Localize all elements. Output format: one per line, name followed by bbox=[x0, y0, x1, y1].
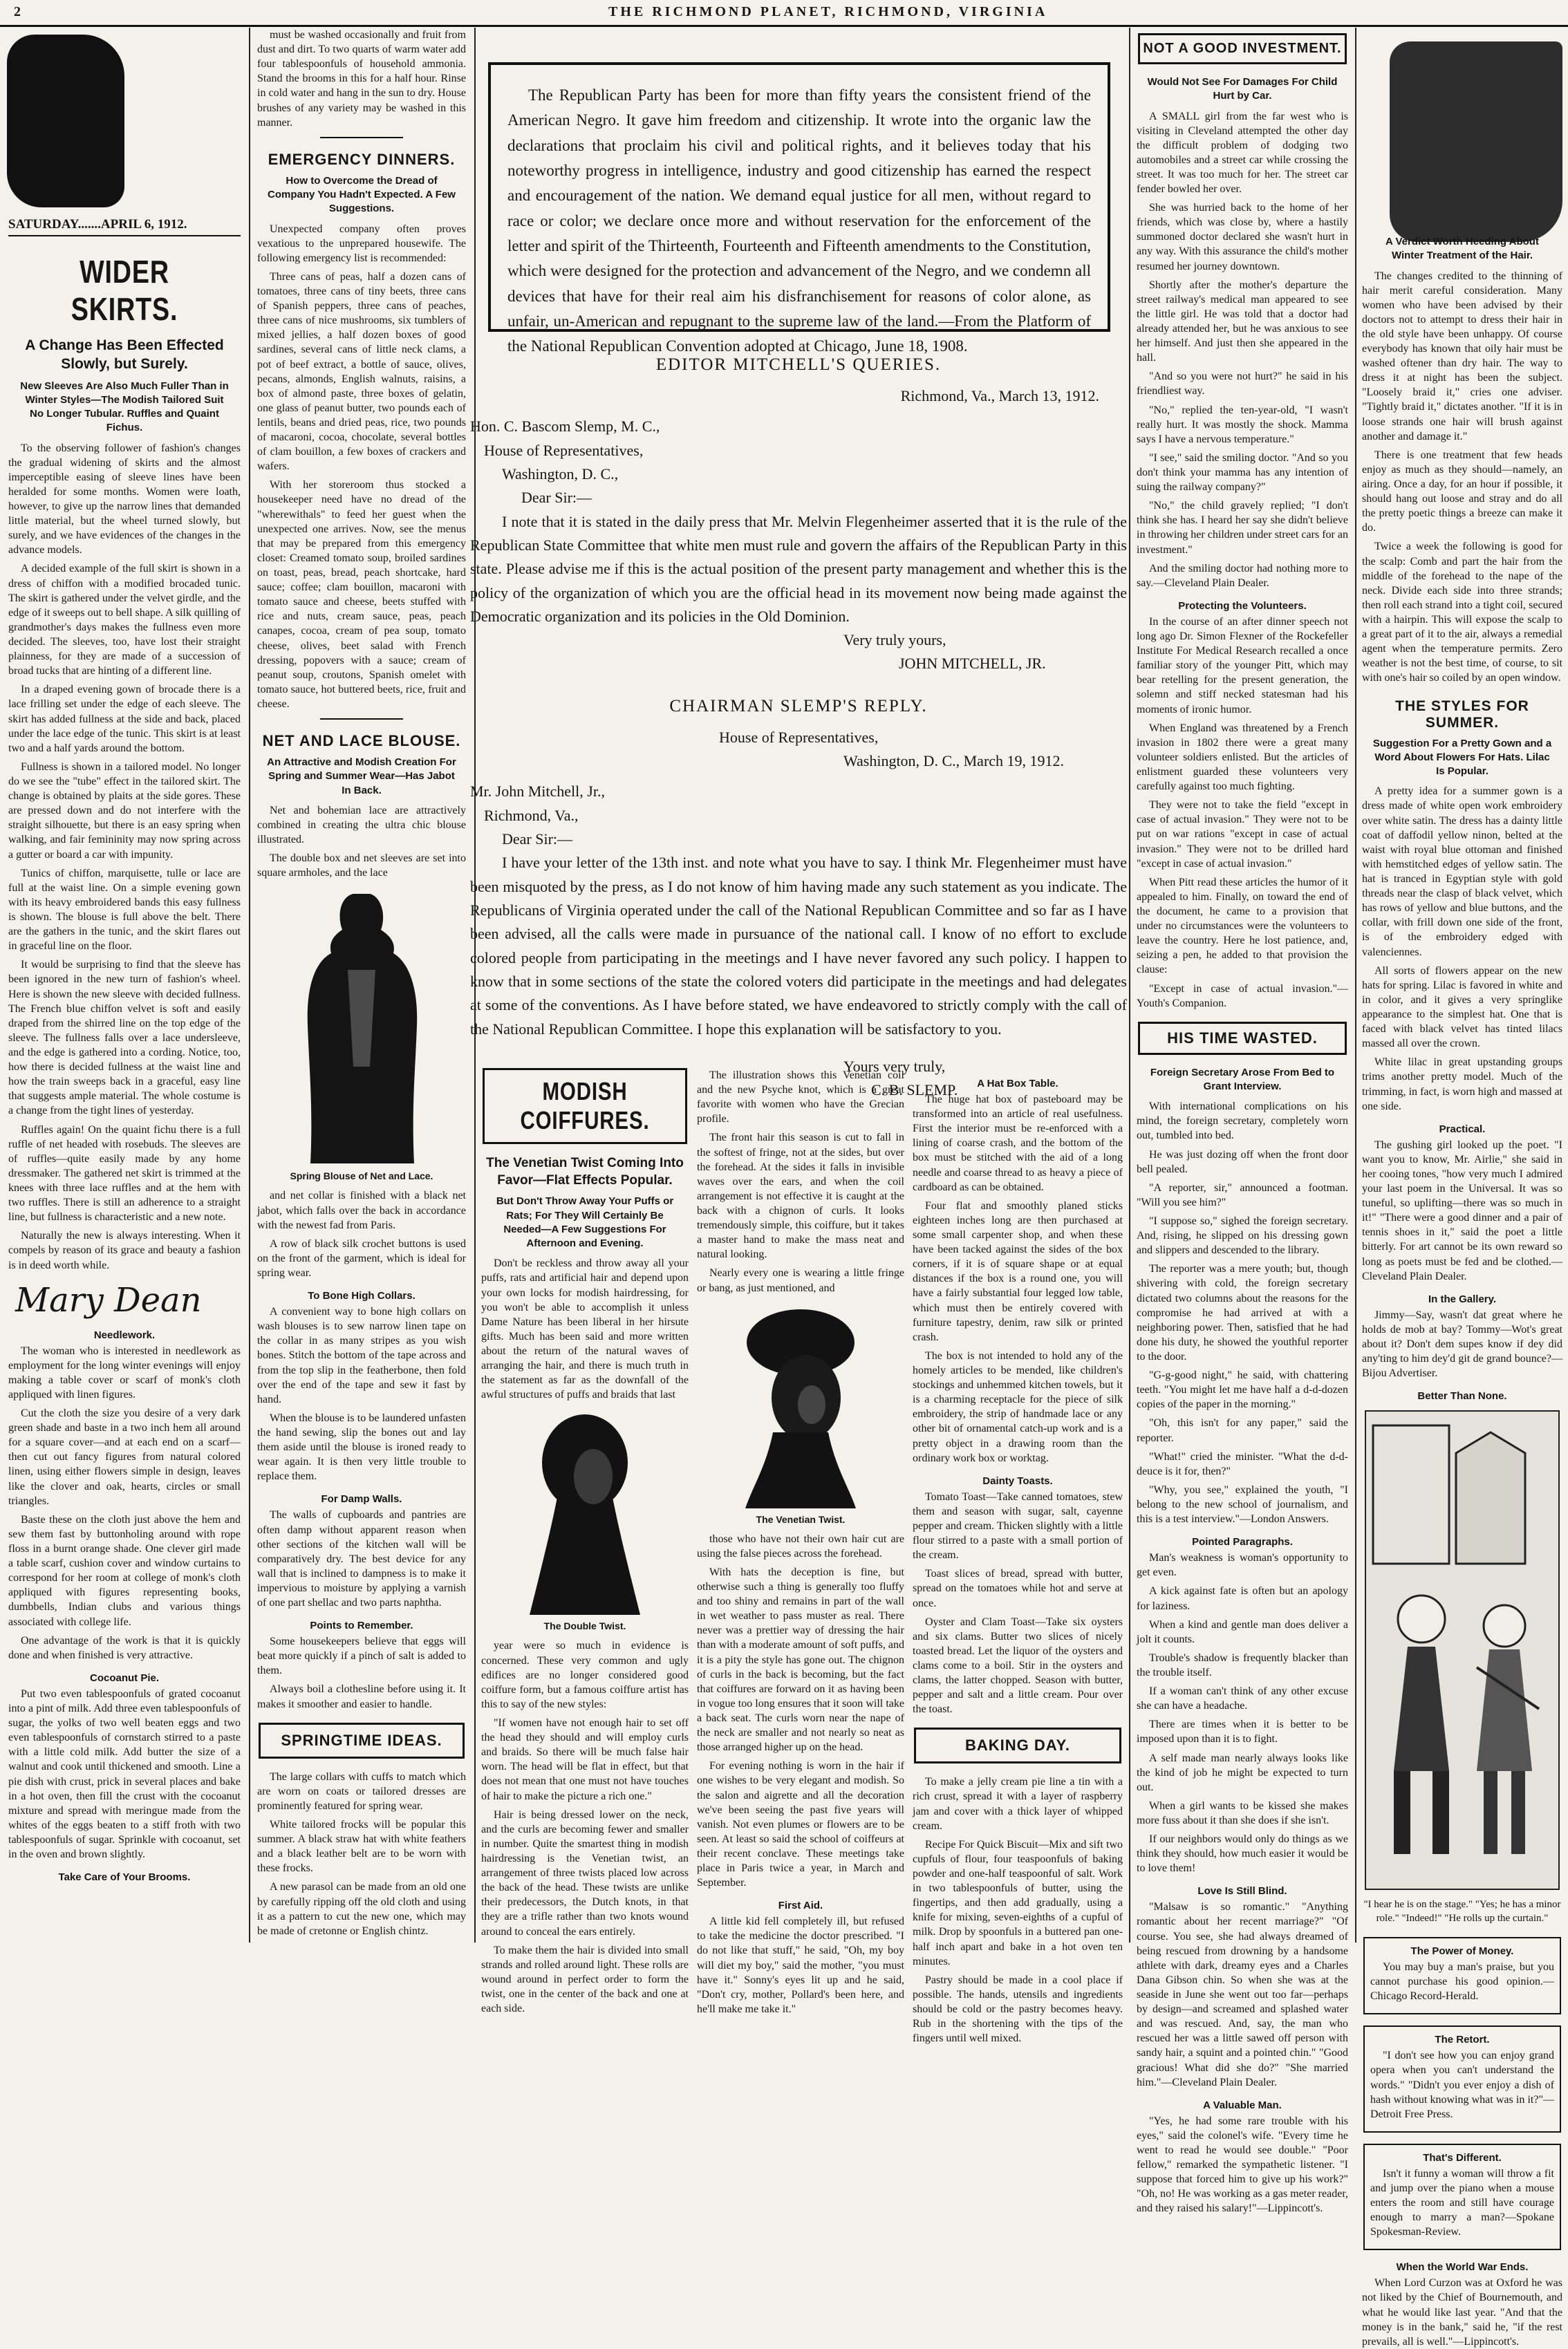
masthead bbox=[0, 0, 1568, 27]
paragraph: With international complications on his mind, the foreign secretary, completely worn out, tumbled into bed. bbox=[1137, 1101, 1348, 1142]
paragraph: You may buy a man's praise, but you cannot purchase his good opinion.—Chicago Record-Herald. bbox=[1370, 1960, 1554, 2003]
headline-the-retort: The Retort. bbox=[1435, 2034, 1490, 2046]
divider bbox=[320, 718, 404, 720]
signature-mary-dean: Mary Dean bbox=[15, 1280, 202, 1320]
paragraph: Tomato Toast—Take canned tomatoes, stew them and season with sugar, salt, cayenne pepper and cream. Thicken slightly with a little flour stirred to a paste with a small portion of the cream. bbox=[913, 1490, 1123, 1562]
venetian-twist-illustration bbox=[725, 1301, 877, 1508]
headline-bone-collars: To Bone High Collars. bbox=[308, 1290, 416, 1302]
paragraph: A new parasol can be made from an old one by carefully ripping off the old cloth and using it as a pattern to cut the new one, which may be made of cretonne or English chintz. bbox=[257, 1881, 466, 1937]
headline-better-than-none: Better Than None. bbox=[1417, 1390, 1507, 1403]
column-rule bbox=[1355, 28, 1356, 1943]
headline-damp-walls: For Damp Walls. bbox=[321, 1493, 402, 1506]
baking-header-box bbox=[914, 1728, 1121, 1763]
paragraph: "No," replied the ten-year-old, "I wasn't really hurt. It was mostly the shock. Mamma says I have a nervous temperature." bbox=[1137, 404, 1348, 445]
paragraph: Pastry should be made in a cool place if possible. The hands, utensils and ingredients should be cold or the pastry becomes heavy. Rub in the shortening with the tips of the fingers until well mixed. bbox=[913, 1974, 1123, 2045]
paragraph: All sorts of flowers appear on the new hats for spring. Lilac is favored in white and in color, and it gives a very springlike appearance to the simplest hat. One that is faced with black velvet has tinted lilacs massed all over the crown. bbox=[1362, 964, 1562, 1050]
paragraph: A convenient way to bone high collars on wash blouses is to sew narrow linen tape on the collar in as many stripes as you wish bones. Stitch the bottom of the tape across and from the top slip in the featherbone, then fold over the end of the tape and sew it fast by hand. bbox=[257, 1306, 466, 1405]
paragraph: "A reporter, sir," announced a footman. "Will you see him?" bbox=[1137, 1181, 1348, 1208]
paragraph: With hats the deception is fine, but otherwise such a thing is generally too fluffy and too shiny and remains in part of the wall in wet weather to pass muster as real. There never was a prettier way of dressing the hair than with a moderate amount of soft puffs, and it is a pity the style has gone out. The chignon of curls in the back is becoming, but the fact that coiffures are forward on it as having been in vogue too long ensures that it soon will take a back seat. The curls worn near the nape of the neck are smaller and not nearly so neat as those arranged higher up on the head. bbox=[697, 1566, 904, 1754]
paragraph: "Oh, this isn't for any paper," said the reporter. bbox=[1137, 1417, 1348, 1444]
article-wider-skirts bbox=[8, 441, 241, 1273]
paragraph: Ruffles again! On the quaint fichu there is a full ruffle of net headed with rosebuds. The sleeves are of ruffles—quite easily made by any home dressmaker. The gathered net skirt is trimmed at the knees with three lace ruffles and at the hem with two ruffles. There is still an adherence to a straight line, but fullness is characteristic and a new note. bbox=[8, 1123, 241, 1224]
paragraph: "No," the child gravely replied; "I don't think she has. I heard her say she didn't believe in throwing her children under street cars for an investment." bbox=[1137, 500, 1348, 556]
springtime-header-box bbox=[259, 1723, 465, 1759]
headline-springtime: SPRINGTIME IDEAS. bbox=[281, 1731, 442, 1749]
time-wasted-header-box bbox=[1138, 1022, 1347, 1055]
headline-points: Points to Remember. bbox=[310, 1620, 413, 1632]
reply-address-2: Richmond, Va., bbox=[484, 806, 579, 824]
retort-box bbox=[1363, 2025, 1561, 2133]
paragraph: "And so you were not hurt?" he said in his friendliest way. bbox=[1137, 371, 1348, 397]
headline-styles-for-summer: THE STYLES FOR SUMMER. bbox=[1395, 698, 1529, 731]
paragraph: and net collar is finished with a black net jabot, which falls over the back in accordance with the newest fad from Paris. bbox=[257, 1190, 466, 1231]
paragraph: "I see," said the smiling doctor. "And so you don't think your mamma has any intention of suing the railway company?" bbox=[1137, 451, 1348, 494]
paragraph: "Yes, he had some rare trouble with his eyes," said the colonel's wife. "Every time he went to read he would see double." "Poor fellow," remarked the sympathetic listener. "I suppose that forced him to give up his work?" "Oh, no! He was working as a gas meter reader, and they raised his salary!"—Lippincott's. bbox=[1137, 2115, 1348, 2215]
headline-modish-coiffures: MODISH COIFFURES. bbox=[520, 1077, 650, 1134]
divider bbox=[320, 137, 404, 138]
paragraph: In the course of an after dinner speech not long ago Dr. Simon Flexner of the Rockefeller Institute For Medical Research recalled a once familiar story of the younger Pitt, which may bear retelling for the present generation, the solemn and stiff necked statesman had his moments of ironic humor. bbox=[1137, 615, 1348, 715]
paragraph: They were not to take the field "except in case of actual invasion." They were not to be put on war rations "except in case of actual invasion." They were not to be drilled hard "except in case of actual invasion." bbox=[1137, 799, 1348, 870]
column-1 bbox=[8, 28, 241, 1943]
paragraph: Twice a week the following is good for the scalp: Comb and part the hair from the middle of the forehead to the nape of the neck. Divide each side into three strands; then roll each strand into a tight coil, secured with a hairpin. This will expose the scalp to a great part of it to the air, always a remedial agent when the temperature permits. Zero weather is not the best time, of course, to sit with one's hair so coiled by an open window. bbox=[1362, 541, 1562, 684]
column-coiffures-right bbox=[697, 1068, 904, 2015]
headline-power-of-money: The Power of Money. bbox=[1410, 1945, 1514, 1957]
paragraph: To make them the hair is divided into small strands and rolled around light. These rolls are wound around in perfect order to form the twist, one in the center of the back and one at each side. bbox=[481, 1944, 689, 2015]
column-coiffures-left bbox=[481, 1068, 689, 2015]
paragraph: The huge hat box of pasteboard may be transformed into an article of real usefulness. First the interior must be re-enforced with a lining of coarse crash, and the bottom of the box must be stitched with the aid of a long needle and coarse thread to as heavy a piece of cardboard as can be obtained. bbox=[913, 1094, 1123, 1193]
headline-brooms: Take Care of Your Brooms. bbox=[58, 1871, 191, 1884]
paragraph: Nearly every one is wearing a little fringe or bang, as just mentioned, and bbox=[697, 1267, 904, 1294]
paragraph: Don't be reckless and throw away all your puffs, rats and artificial hair and depend upon your own locks for modish hairdressing, for you won't be able to accomplish it unless Dame Nature has been liberal in her hirsute gifts. Much has been said and more written about the return of the natural waves of arranging the hair, and there is much truth in the statement as far as the downfall of the awful structures of puffs and braids that last bbox=[481, 1257, 689, 1401]
queries-signer: JOHN MITCHELL, JR. bbox=[899, 655, 1046, 673]
paragraph: When a kind and gentle man does deliver a jolt it counts. bbox=[1137, 1618, 1348, 1645]
republican-platform-box bbox=[488, 62, 1110, 355]
paragraph: Three cans of peas, half a dozen cans of tomatoes, three cans of tiny beets, three cans of Spanish peppers, three cans of peaches, three cans of nice mushrooms, six tumblers of mixed jellies, a half dozen boxes of good sardines, several cans of little neck clams, a pot of beef extract, a bottle of sauce, olives, pecans, almonds, English walnuts, raisins, a box of almond paste, three boxes of gelatin, one glass of peanut butter, two pounds each of lentils, beans and dried peas, rice, two pounds of macaroni, cocoa, chocolate, several bottles of clam bouillon, a few boxes of crackers and wafers. bbox=[257, 270, 466, 473]
queries-place-date: Richmond, Va., March 13, 1912. bbox=[900, 387, 1099, 404]
paragraph: When Lord Curzon was at Oxford he was not liked by the Chief of Bournemouth, and what he would like last year. "And that the money is in the bank," said he, "if the rest prevails, all is well."—Lippincott's. bbox=[1362, 2277, 1562, 2348]
platform-text: The Republican Party has been for more than fifty years the consistent friend of the American Negro. It gave him freedom and citizenship. It wrote into the organic law the declarations that proclaim his civil and political rights, and it believes today that his noteworthy progress in intelligence, industry and good citizenship has earned the respect and encouragement of the nation. We demand equal justice for all men, without regard to race or color; we declare once more and without reservation for the enforcement of the letter and spirit of the Thirteenth, Fourteenth and Fifteenth amendments to the Constitution, which were designed for the protection and advancement of the Negro, and we condemn all devices that have for their real aim his disfranchisement for reasons of color alone, as unfair, un-American and repugnant to the supreme law of the land.—From the Platform of the National Republican Convention adopted at Chicago, June 18, 1908. bbox=[507, 86, 1091, 355]
headline-cocoanut-pie: Cocoanut Pie. bbox=[89, 1672, 159, 1684]
paragraph: And the smiling doctor had nothing more to say.—Cleveland Plain Dealer. bbox=[1137, 562, 1348, 589]
paragraph: For evening nothing is worn in the hair if one wishes to be very elegant and modish. So the salon and aigrette and all the decoration we've been seeing the past five years will vanish. Not even plumes or flowers are to be seen. At least so said the school of coiffeurs at their recent conclave. These meetings take place in Paris twice a year, in March and September. bbox=[697, 1760, 904, 1889]
paragraph: If a woman can't think of any other excuse she can have a headache. bbox=[1137, 1685, 1348, 1712]
paragraph: The changes credited to the thinning of hair merit careful consideration. Many women who have been advised by their doctors not to attempt to dress their hair in the old style have been unhappy. Of course everybody has known that oily hair must be washed oftener than dry hair. The way to dress it at night has been the subject. "Loosely braid it," cries one adviser. "Tightly braid it," dictates another. "If it is in loose strands one hair will brush against another and damage it." bbox=[1362, 270, 1562, 442]
paragraph: "I suppose so," sighed the foreign secretary. And, rising, he slipped on his dressing gown and slippers and descended to the library. bbox=[1137, 1215, 1348, 1257]
paragraph: The large collars with cuffs to match which are worn on coats or tailored dresses are prominently featured for spring wear. bbox=[257, 1770, 466, 1812]
paragraph: Man's weakness is woman's opportunity to get even. bbox=[1137, 1552, 1348, 1579]
paragraph: There are times when it is better to be imposed upon than it is to fight. bbox=[1137, 1719, 1348, 1746]
paragraph: White tailored frocks will be popular this summer. A black straw hat with white feathers and a black leather belt are to be worn with these frocks. bbox=[257, 1819, 466, 1875]
paragraph: A self made man nearly always looks like the kind of job he might be expected to turn out. bbox=[1137, 1752, 1348, 1793]
paragraph: Recipe For Quick Biscuit—Mix and sift two cupfuls of flour, four teaspoonfuls of baking powder and one-half teaspoonful of salt. Work in two tablespoonfuls of butter, using the fingertips, and then add gradually, using a knife for mixing, seven-eighths of a cupful of milk. Drop by spoonfuls in a buttered pan one-half inch apart and bake in a hot oven ten minutes. bbox=[913, 1838, 1123, 1967]
column-5 bbox=[1137, 28, 1348, 2215]
paragraph: When the blouse is to be laundered unfasten the hand sewing, slip the bones out and lay them aside until the blouse is ironed ready to wear again. It is then very little trouble to replace them. bbox=[257, 1412, 466, 1483]
paragraph: The illustration shows this Venetian coil and the new Psyche knot, which is a great favorite with women who have the Grecian profile. bbox=[697, 1069, 904, 1125]
paragraph: One advantage of the work is that it is quickly done and when finished is very attractive. bbox=[8, 1634, 241, 1661]
paragraph: "If women have not enough hair to set off the head they should and will employ curls and braids. So there will be much false hair worn. The head will be flat in effect, but that does not mean that one must not have touches of hair to make the picture a rich one." bbox=[481, 1717, 689, 1802]
headline-editor-queries: EDITOR MITCHELL'S QUERIES. bbox=[655, 355, 942, 374]
paragraph: Naturally the new is always interesting. When it compels by reason of its grace and beauty a fashion is in deed worth while. bbox=[8, 1230, 241, 1271]
paragraph: Tunics of chiffon, marquisette, tulle or lace are full at the waist line. On a simple evening gown with its heavy embroidered bands this easy fullness is shown. The blouse is full above the belt. There are the gathers in the tunic, and the skirt flares out in graceful line on the floor. bbox=[8, 867, 241, 953]
paragraph: A kick against fate is often but an apology for laziness. bbox=[1137, 1585, 1348, 1612]
cartoon-illustration bbox=[1365, 1410, 1560, 1890]
queries-closing: Very truly yours, bbox=[843, 631, 946, 649]
paragraph: Cut the cloth the size you desire of a very dark green shade and baste in a two inch hem all around for a square cover—and at each end on a scarf—then cut out fancy figures from natural colored linen, using either flowers simple in design, leaves like the clover and oak, hearts, circles or small triangles. bbox=[8, 1407, 241, 1507]
deck-styles-summer: Suggestion For a Pretty Gown and a Word About Flowers For Hats. Lilac Is Popular. bbox=[1372, 737, 1552, 778]
reply-address-3: Dear Sir:— bbox=[502, 830, 573, 848]
paragraph: those who have not their own hair cut are using the false pieces across the forehead. bbox=[697, 1533, 904, 1560]
paragraph: When England was threatened by a French invasion in 1802 there were a great many volunteer soldiers enlisted. But the articles of enlistment guarded these volunteers very carefully against too much fighting. bbox=[1137, 722, 1348, 793]
deck-wider-skirts: New Sleeves Are Also Much Fuller Than in Winter Styles—The Modish Tailored Suit No Longer Tubular. Ruffles and Quaint Fichus. bbox=[20, 380, 229, 434]
letters-section bbox=[470, 346, 1127, 1102]
paragraph: Shortly after the mother's departure the street railway's medical man appeared to see the little girl. He was told that a doctor had already attended her, but he was anxious to see her himself. And just then she appeared in the hall. bbox=[1137, 279, 1348, 364]
caption-venetian-twist: The Venetian Twist. bbox=[756, 1513, 846, 1525]
paragraph: Put two even tablespoonfuls of grated cocoanut into a pint of milk. Add three even tablespoonfuls of sugar, the yolks of two well beaten eggs and two even tablespoonfuls of cornstarch stirred to a paste with a little cold milk. Add butter the size of a walnut and cook until thickened and smooth. Line a pie dish with crust, prick in several places and bake in a hot oven, then fill the crust with the cocoanut mixture and spread with meringue made from the whites of the eggs beaten to a stiff froth with two tablespoonfuls of sugar. Sprinkle with cocoanut, set in the oven and brown slightly. bbox=[8, 1687, 241, 1861]
column-6 bbox=[1362, 28, 1562, 2348]
paragraph: Some housekeepers believe that eggs will beat more quickly if a pinch of salt is added to them. bbox=[257, 1636, 466, 1677]
queries-body: I note that it is stated in the daily press that Mr. Melvin Flegenheimer asserted that it is the rule of the Republican State Committee that white men must rule and govern the affairs of the Republican Party in this state. Please advise me if this is the actual position of the present party management and whether this is the policy of the organization of which you are the official head in its movement now being made against the Democratic organization and its policies in the Old Dominion. bbox=[470, 512, 1127, 625]
reply-closing: Yours very truly, bbox=[843, 1057, 946, 1075]
paragraph: year were so much in evidence is concerned. These very common and ugly edifices are no longer considered good coiffure form, but a famous coiffure artist has this to say of the new styles: bbox=[481, 1640, 689, 1710]
headline-practical: Practical. bbox=[1439, 1123, 1486, 1135]
headline-dainty-toasts: Dainty Toasts. bbox=[982, 1475, 1053, 1487]
page-number: 2 bbox=[14, 4, 21, 19]
caption-double-twist: The Double Twist. bbox=[543, 1620, 626, 1632]
headline-emergency-dinners: EMERGENCY DINNERS. bbox=[268, 150, 456, 168]
headline-slemp-reply: CHAIRMAN SLEMP'S REPLY. bbox=[669, 696, 928, 715]
deck-time-wasted: Foreign Secretary Arose From Bed to Grant Interview. bbox=[1150, 1066, 1335, 1092]
headline-valuable-man: A Valuable Man. bbox=[1203, 2099, 1282, 2111]
paragraph: Four flat and smoothly planed sticks eighteen inches long are then purchased at some small carpenter shop, and when these have been tacked against the sides of the box corners, if it is of square shape or at equal distances if the box is a round one, you will have a fairly substantial four legged low table, which must then be entirely covered with furniture tapestry, denim, raw silk or printed crash. bbox=[913, 1199, 1123, 1343]
paragraph: To make a jelly cream pie line a tin with a rich crust, spread it with a layer of raspberry jam and cover with a thick layer of whipped cream. bbox=[913, 1776, 1123, 1832]
paragraph: In a draped evening gown of brocade there is a lace frilling set under the edge of each sleeve. The skirt has added fullness at the side and back, placed under the lace edge of the tunic. This skirt is at least two and a half yards around the bottom. bbox=[8, 684, 241, 754]
paragraph: Baste these on the cloth just above the hem and sew them fast by buttonholing around with rope floss in a burnt orange shade. One clever girl made a table scarf, cushion cover and window curtains to correspond for her room at college of monk's cloth appliqued with figures representing books, dumbbells, Indian clubs and various things associated with college life. bbox=[8, 1513, 241, 1628]
reply-address-1: Mr. John Mitchell, Jr., bbox=[470, 783, 605, 801]
paragraph: Oyster and Clam Toast—Take six oysters and six clams. Butter two slices of nicely toasted bread. Let the liquor of the oysters and clams come to a boil. Stir in the oysters and clams, the latter chopped. Season with butter, pepper and salt and a little cream. Pour over the toast. bbox=[913, 1616, 1123, 1716]
headline-pointed-paragraphs: Pointed Paragraphs. bbox=[1192, 1536, 1293, 1548]
queries-address-3: Washington, D. C., bbox=[502, 465, 619, 483]
paragraph: Trouble's shadow is frequently blacker than the trouble itself. bbox=[1137, 1651, 1348, 1678]
headline-volunteers: Protecting the Volunteers. bbox=[1178, 599, 1307, 612]
paragraph: When Pitt read these articles the humor of it appealed to him. Finally, on toward the end of the document, he came to a provision that under no circumstances were the volunteers to leave the country. Here he lost patience, and, seizing a pen, he added to that provision the clause: bbox=[1137, 876, 1348, 976]
paragraph: She was hurried back to the home of her friends, which was close by, where a hastily summoned doctor declared she wasn't hurt in any way. With this assurance the child's mother resumed her journey downtown. bbox=[1137, 202, 1348, 272]
paragraph: "I don't see how you can enjoy grand opera when you can't understand the words." "Didn't you ever enjoy a dish of hash without knowing what was in it?"—Detroit Free Press. bbox=[1370, 2050, 1554, 2120]
paragraph: With her storeroom thus stocked a housekeeper need have no dread of the "wherewithals" to feed her guest when the unexpected one arrives. Now, see the menus that may be prepared from this emergency closet: Creamed tomato soup, broiled sardines on toast, peas, bread, peach shortcake, hard sauce; coffee; clam bouillon, macaroni with tomato sauce and cheese, beets stuffed with rice and nuts, cream sauce, peas, peach canapes, cocoa, cream of pea soup, tomato cheese, olives, beet salad with French dressing, popovers with a sauce; cream of peanut soup, croutons, Spanish omelet with tomato sauce, hot buttered beets, rice, fruit and cheese. bbox=[257, 479, 466, 711]
investment-header-box bbox=[1138, 33, 1347, 64]
headline-world-war: When the World War Ends. bbox=[1396, 2261, 1529, 2274]
subhead-coiffures: The Venetian Twist Coming Into Favor—Flat Effects Popular. bbox=[486, 1156, 684, 1188]
paragraph: The box is not intended to hold any of the homely articles to be mended, like children's stockings and unhemmed kitchen towels, but it is a charming receptacle for the piece of silk embroidery, the strip of handmade lace or any other bit of ornamental catch-up work and is a pretty object in a drawing room than the ordinary work box or worktag. bbox=[913, 1349, 1123, 1464]
deck-coiffures: But Don't Throw Away Your Puffs or Rats; For They Will Certainly Be Needed—A Few Suggestions For Afternoon and Evening. bbox=[496, 1195, 674, 1250]
cartoon-caption: "I hear he is on the stage." "Yes; he has a minor role." "Indeed!" "He rolls up the curtain." bbox=[1363, 1899, 1561, 1925]
headline-wider-skirts: WIDER SKIRTS. bbox=[71, 254, 178, 327]
headline-not-a-good-investment: NOT A GOOD INVESTMENT. bbox=[1143, 41, 1342, 56]
queries-address-1: Hon. C. Bascom Slemp, M. C., bbox=[470, 418, 660, 436]
paragraph: The walls of cupboards and pantries are often damp without apparent reason when other sections of the kitchen wall will be comparatively dry. The best device for any wall that is inclined to dampness is to make it impervious to moisture by applying a varnish of one part shellac and two parts naphtha. bbox=[257, 1509, 466, 1609]
paragraph: Always boil a clothesline before using it. It makes it smoother and easier to handle. bbox=[257, 1683, 466, 1710]
power-of-money-box bbox=[1363, 1937, 1561, 2014]
queries-address-4: Dear Sir:— bbox=[521, 489, 592, 507]
paragraph: White lilac in great upstanding groups trims another pretty model. Much of the trimming, in fact, is worn high and massed at one side. bbox=[1362, 1056, 1562, 1112]
paragraph: If our neighbors would only do things as we think they should, how much easier it would be to love them! bbox=[1137, 1833, 1348, 1875]
paragraph: must be washed occasionally and fruit from dust and dirt. To two quarts of warm water add four tablespoonfuls of household ammonia. Stand the brooms in this for a half hour. Rinse in cold water and hang in the sun to dry. House brushes of any variety may be washed in this manner. bbox=[257, 29, 466, 129]
paragraph: Fullness is shown in a tailored model. No longer do we see the "tube" effect in the tailored skirt. The change is obtained by plaits at the side gores. These are pressed down and do not interfere with the straight silhouette, but there is an easy spring when walking, and fair femininity may now spring across a gutter or board a car with impunity. bbox=[8, 760, 241, 861]
paragraph: To the observing follower of fashion's changes the gradual widening of skirts and the almost imperceptible easing of sleeve lines have been heralded for some months. Women were loath, however, to give up the narrow lines that demanded little material, but the wheel turned slowly, but surely, and we have evidences of the changes in the advance models. bbox=[8, 442, 241, 556]
paragraph: Isn't it funny a woman will throw a fit and jump over the piano when a mouse enters the room and still have courage enough to marry a man?—Spokane Spokesman-Review. bbox=[1370, 2167, 1554, 2238]
reply-house: House of Representatives, bbox=[719, 728, 879, 746]
column-household bbox=[913, 1068, 1123, 2045]
paragraph: A decided example of the full skirt is shown in a dress of chiffon with a modified brocaded tunic. The skirt is gathered under the velvet girdle, and the edge of it sweeps out to bell shape. A silk quilling of grandmother's days makes the fullness even more decided. The sleeves, too, have lost their straight plainness, for they are made of a succession of broad tucks that are hinting of a different line. bbox=[8, 563, 241, 677]
paragraph: The front hair this season is cut to fall in the softest of fringe, not at the sides, but over the forehead. At the sides it falls in invisible waves over the ears, and when the coil arrangement is not effective it is caught at the back with a chignon of curls. It looks tremendously simple, this coiffure, but it takes a master hand to make the mass neat and natural looking. bbox=[697, 1132, 904, 1261]
cartoon-drawing bbox=[1366, 1412, 1560, 1889]
paragraph: Jimmy—Say, wasn't dat great where he holds de mob at bay? Tommy—Wot's great about it? Don't dem supes know if dey did any'ting to him dey'd git de grand bounce?—Bijou Advertiser. bbox=[1362, 1309, 1562, 1380]
paragraph: "Except in case of actual invasion."—Youth's Companion. bbox=[1137, 982, 1348, 1009]
paragraph: The gushing girl looked up the poet. "I want you to know, Mr. Airlie," she said in her cooing tones, "how very much I admired your last poem in the Universal. It was so tuneful, so uplifting—there was so much in it!" "There were a good dinner and a pair of tennis shoes in it," said the poet a little bitterly. For art cannot be its own reward so long as poets must be fed and be clothed.—Cleveland Plain Dealer. bbox=[1362, 1139, 1562, 1282]
headline-net-lace-blouse: NET AND LACE BLOUSE. bbox=[262, 732, 461, 750]
deck-emergency-dinners: How to Overcome the Dread of Company You Hadn't Expected. A Few Suggestions. bbox=[268, 174, 456, 215]
paragraph: When a girl wants to be kissed she makes more fuss about it than she does if she isn't. bbox=[1137, 1799, 1348, 1826]
paragraph: "Why, you see," explained the youth, "I belong to the new school of journalism, and this is a test interview."—London Answers. bbox=[1137, 1484, 1348, 1526]
column-2 bbox=[257, 28, 466, 1943]
column-rule bbox=[249, 28, 250, 1943]
headline-winter-hair: A Verdict Worth Heeding About Winter Treatment of the Hair. bbox=[1385, 236, 1539, 262]
double-twist-illustration bbox=[516, 1407, 654, 1615]
thats-different-box bbox=[1363, 2144, 1561, 2251]
deck-net-lace-blouse: An Attractive and Modish Creation For Spring and Summer Wear—Has Jabot In Back. bbox=[267, 756, 456, 796]
paragraph: Toast slices of bread, spread with butter, spread on the tomatoes while hot and serve at once. bbox=[913, 1568, 1123, 1609]
paragraph: The woman who is interested in needlework as employment for the long winter evenings will enjoy making a table cover or scarf of monk's cloth appliqued with linen figures. bbox=[8, 1345, 241, 1401]
reply-signer: C. B. SLEMP. bbox=[871, 1081, 958, 1099]
paragraph: It would be surprising to find that the sleeve has been ignored in the new turn of fashion's wheel. Here is shown the new sleeve with decided fullness. The French blue chiffon velvet is soft and easily draped from the shirred line on the top edge of the sleeve. The fullness falls over a lace undersleeve, and the edge is gathered into a cording. Notice, too, how there is decided fullness at the waist line and how the train sweeps back in a graceful, easy line that suggests ample material. The whole costume is a change from the tight lines of yesterday. bbox=[8, 959, 241, 1117]
headline-hat-box-table: A Hat Box Table. bbox=[977, 1078, 1058, 1089]
reply-body: I have your letter of the 13th inst. and note what you have to say. I think Mr. Flegenheimer must have been misquoted by the press, as I do not know of him having made any such statement as you indicate. The Republicans of Virginia operated under the call of the National Republican Committee and so far as I have been advised, all the calls were made in pursuance of the national call. I know of no effort to exclude colored people from participating in the meetings and I have never favored any such policy. I happen to know that in some sections of the state the colored voters did participate in the meetings and had delegates at some of the conventions. As I have before stated, we have endeavored to strictly comply with the call of the National Republican Committee. I hope this explanation will be satisfactory to you. bbox=[470, 854, 1127, 1038]
dateline: SATURDAY.......APRIL 6, 1912. bbox=[8, 214, 241, 236]
headline-love-blind: Love Is Still Blind. bbox=[1197, 1885, 1287, 1898]
paragraph: A SMALL girl from the far west who is visiting in Cleveland attempted the other day the difficult problem of dodging two automobiles and a street car while crossing the street. It was too much for her. The street car fender bowled her over. bbox=[1137, 110, 1348, 196]
paragraph: The double box and net sleeves are set into square armholes, and the lace bbox=[257, 852, 466, 879]
caption-blouse: Spring Blouse of Net and Lace. bbox=[290, 1170, 433, 1182]
paragraph: "G-g-good night," he said, with chattering teeth. "You might let me have half a d-d-dozen copies of the paper in the morning." bbox=[1137, 1369, 1348, 1411]
paragraph: There is one treatment that few heads enjoy as much as they should—namely, an airing. Once a day, for an hour if possible, it should hang out loose and stray and do all the pretty poetic things a breeze can make it do. bbox=[1362, 449, 1562, 534]
column-rule bbox=[1129, 28, 1130, 1943]
blouse-illustration bbox=[292, 887, 431, 1163]
deck-investment: Would Not See For Damages For Child Hurt by Car. bbox=[1147, 76, 1338, 102]
paragraph: The reporter was a mere youth; but, though shivering with cold, the foreign secretary dictated two columns about the reasons for the compromise he had arrived at with a neighboring power. Then, satisfied that he had done his duty, he showed the youthful reporter to the door. bbox=[1137, 1263, 1348, 1363]
newspaper-title: THE RICHMOND PLANET, RICHMOND, VIRGINIA bbox=[608, 4, 1048, 19]
headline-in-the-gallery: In the Gallery. bbox=[1428, 1293, 1497, 1305]
headline-thats-different: That's Different. bbox=[1423, 2151, 1502, 2164]
paragraph: Net and bohemian lace are attractively combined in creating the ultra chic blouse illustrated. bbox=[257, 804, 466, 846]
paragraph: A row of black silk crochet buttons is used on the front of the garment, which is ideal for spring wear. bbox=[257, 1237, 466, 1279]
subhead-wider-skirts: A Change Has Been Effected Slowly, but Surely. bbox=[25, 337, 224, 373]
paragraph: Hair is being dressed lower on the neck, and the curls are becoming fewer and smaller in number. Quite the smartest thing in modish hairdressing is the Venetian twist, an arrangement of three twists placed low across the back of the head. These twists are unlike their predecessors, the Dutch knots, in that they are a trifle rather than two knots wound around to conceal the ears entirely. bbox=[481, 1808, 689, 1938]
headline-needlework: Needlework. bbox=[93, 1329, 156, 1341]
paragraph: "What!" cried the minister. "What the d-d-deuce is it for, then?" bbox=[1137, 1450, 1348, 1477]
paragraph: A pretty idea for a summer gown is a dress made of white open work embroidery over white satin. The dress has a dainty little coat of daffodil yellow ninon, belted at the waist with royal blue ottoman and finished with hemstitched edges of yellow satin. The hat is tranced in Egyptian style with gold threads near the clasp of black velvet, which has rows of yellow and blue buttons, and the collar, with frill down one side of the front, is of the embroidery edged with valenciennes. bbox=[1362, 785, 1562, 958]
paragraph: "Malsaw is so romantic." "Anything romantic about her recent marriage?" "Of course. You see, she had always dreamed of being rescued from drowning by a handsome athlete with dark, dreamy eyes and a Charles Dana Gibson chin. So when she was at the seaside in June she went out too far—perhaps by design—and screamed and splashed water and was rescued. And, say, the man who rescued her was a little sawed off person with sandy hair, a squint and a pointed chin." "Good gracious! What did she do?" "She married him."—Cleveland Plain Dealer. bbox=[1137, 1901, 1348, 2088]
paragraph: A little kid fell completely ill, but refused to take the medicine the doctor prescribed. "I do not like that stuff," he said, "Oh, my boy will diet my boy," said the mother, "you must have it." Sonny's eyes lit up and he said, "Don't cry, mother, Pollard's been here, and he'll make me take it." bbox=[697, 1916, 904, 2015]
queries-address-2: House of Representatives, bbox=[484, 441, 644, 459]
paragraph: Unexpected company often proves vexatious to the unprepared housewife. The following emergency list is recommended: bbox=[257, 223, 466, 264]
headline-his-time-wasted: HIS TIME WASTED. bbox=[1167, 1029, 1318, 1047]
coiffures-header-box bbox=[483, 1068, 687, 1144]
headline-baking-day: BAKING DAY. bbox=[965, 1737, 1070, 1754]
reply-place-date: Washington, D. C., March 19, 1912. bbox=[843, 752, 1065, 770]
paragraph: He was just dozing off when the front door bell pealed. bbox=[1137, 1148, 1348, 1175]
headline-first-aid: First Aid. bbox=[778, 1900, 823, 1912]
